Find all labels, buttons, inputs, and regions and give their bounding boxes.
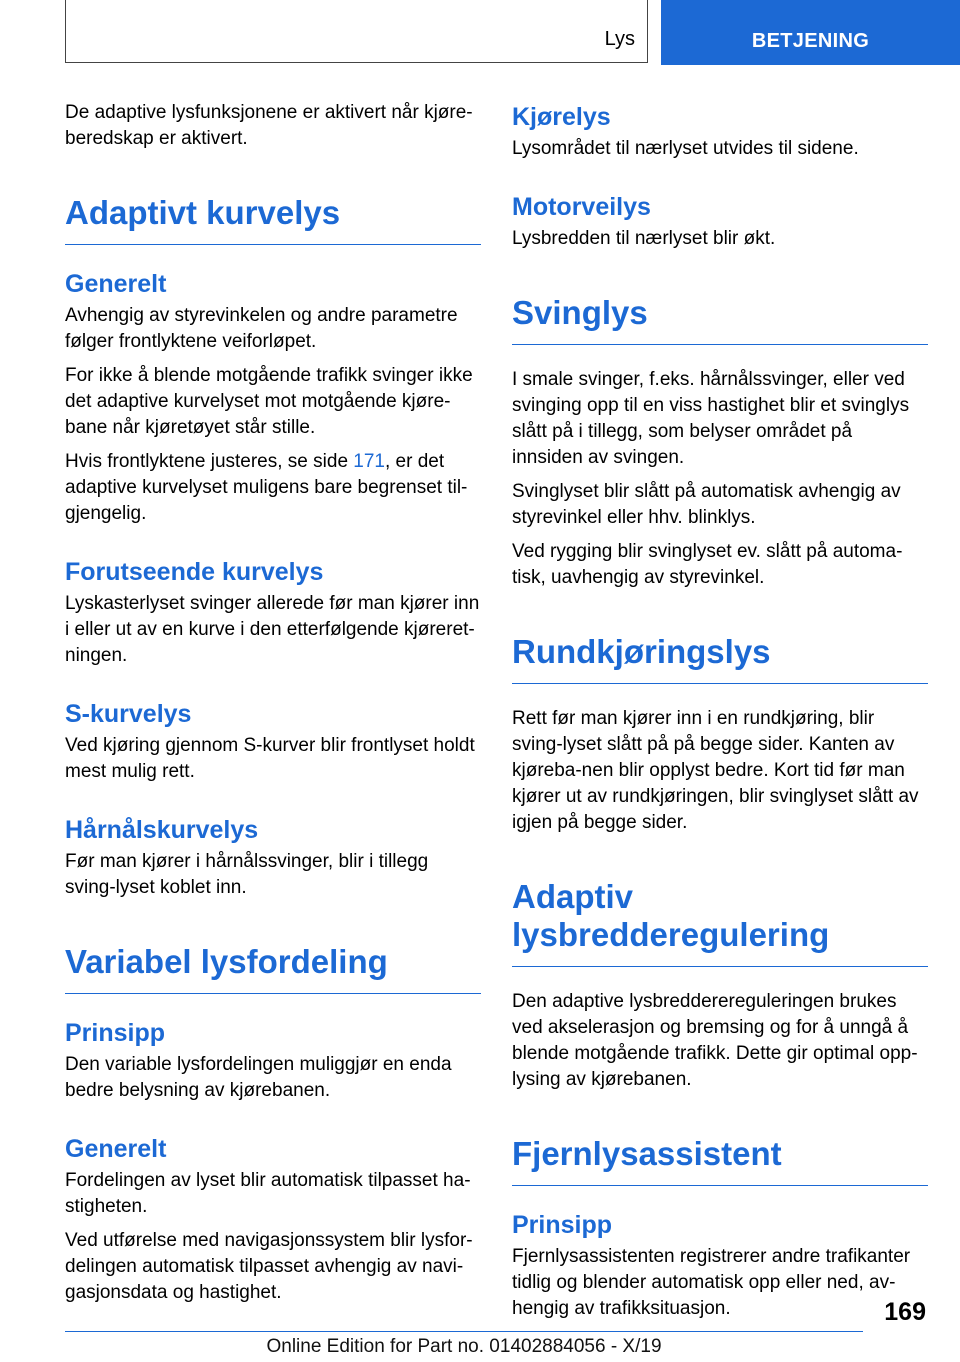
paragraph-generelt-3 bbox=[65, 449, 481, 527]
heading-adaptiv-lysbredderegulering: Adaptiv lysbredderegulering bbox=[512, 878, 928, 967]
paragraph-forutseende: Lyskasterlyset svinger allerede før man kjører inn i eller ut av en kurve i den etterfølgende kjøreret-ningen. bbox=[65, 593, 480, 666]
footer-divider bbox=[65, 1331, 863, 1332]
heading-harnalskurvelys: Hårnålskurvelys bbox=[65, 816, 259, 844]
paragraph-generelt-2-2: Ved utførelse med navigasjonssystem blir lysfor-delingen automatisk tilpasset avhengig av navi-gasjonsdata og hastighet. bbox=[65, 1230, 473, 1303]
paragraph-prinsipp: Den variable lysfordelingen muliggjør en enda bedre belysning av kjørebanen. bbox=[65, 1054, 452, 1101]
paragraph-generelt-1: Avhengig av styrevinkelen og andre parametre følger frontlyktene veiforløpet. bbox=[65, 305, 458, 352]
header-chapter-tab bbox=[661, 0, 960, 65]
heading-adaptivt-kurvelys: Adaptivt kurvelys bbox=[65, 194, 481, 245]
paragraph-svinglys-1: I smale svinger, f.eks. hårnålssvinger, eller ved svinging opp til en viss hastighet blir et svinglys slått på i tillegg, som belyser området på innsiden av svingen. bbox=[512, 369, 910, 468]
paragraph-kjorelys: Lysområdet til nærlyset utvides til sidene. bbox=[512, 138, 859, 159]
heading-motorveilys: Motorveilys bbox=[512, 193, 651, 221]
heading-generelt: Generelt bbox=[65, 270, 167, 298]
paragraph-rundkjoringslys: Rett før man kjører inn i en rundkjøring, blir sving-lyset slått på på begge sider. Kanten av kjøreba-nen blir opplyst bedre. Kort tid før man kjører ut av rundkjøringen, blir svinglyset slått av igjen på begge sider. bbox=[512, 708, 919, 833]
paragraph-svinglys-3: Ved rygging blir svinglyset ev. slått på automa-tisk, uavhengig av styrevinkel. bbox=[512, 541, 903, 588]
heading-generelt-2: Generelt bbox=[65, 1135, 167, 1163]
paragraph-svinglys-2: Svinglyset blir slått på automatisk avhengig av styrevinkel eller hhv. blinklys. bbox=[512, 481, 901, 528]
heading-kjorelys: Kjørelys bbox=[512, 103, 611, 131]
paragraph-lysbredderegulering: Den adaptive lysbredderereguleringen brukes ved akselerasjon og bremsing og for å unngå å blende motgående trafikk. Dette gir optimal opp-lysing av kjørebanen. bbox=[512, 991, 918, 1090]
heading-rundkjoringslys: Rundkjøringslys bbox=[512, 633, 928, 684]
paragraph-generelt-2: For ikke å blende motgående trafikk svinger ikke det adaptive kurvelyset mot motgående kjøre-bane når kjøretøyet står stille. bbox=[65, 365, 473, 438]
header-frame bbox=[65, 0, 648, 63]
paragraph-harnalskurvelys: Før man kjører i hårnålssvinger, blir i tillegg sving-lyset koblet inn. bbox=[65, 851, 429, 898]
paragraph-generelt-3-text: Hvis frontlyktene justeres, se side bbox=[65, 451, 354, 472]
heading-variabel-lysfordeling: Variabel lysfordeling bbox=[65, 943, 481, 994]
heading-svinglys: Svinglys bbox=[512, 294, 928, 345]
paragraph-s-kurvelys: Ved kjøring gjennom S-kurver blir frontlyset holdt mest mulig rett. bbox=[65, 735, 475, 782]
heading-prinsipp-fjernlys: Prinsipp bbox=[512, 1211, 613, 1239]
left-column bbox=[65, 100, 481, 1314]
footer-edition: Online Edition for Part no. 01402884056 - X/19 bbox=[266, 1336, 662, 1357]
header-section-title: Lys bbox=[604, 28, 635, 50]
heading-prinsipp: Prinsipp bbox=[65, 1019, 166, 1047]
page-number: 169 bbox=[884, 1298, 926, 1326]
page-reference-link[interactable]: 171 bbox=[353, 451, 385, 472]
paragraph-fjernlysassistent: Fjernlysassistenten registrerer andre trafikanter tidlig og blender automatisk opp eller ned, av-hengig av trafikksituasjon. bbox=[512, 1246, 911, 1319]
paragraph-generelt-2-1: Fordelingen av lyset blir automatisk tilpasset ha-stigheten. bbox=[65, 1170, 471, 1217]
right-column bbox=[512, 100, 928, 1330]
header-chapter-label: BETJENING bbox=[751, 30, 870, 52]
heading-fjernlysassistent: Fjernlysassistent bbox=[512, 1135, 928, 1186]
heading-forutseende-kurvelys: Forutseende kurvelys bbox=[65, 558, 324, 586]
heading-s-kurvelys: S-kurvelys bbox=[65, 700, 192, 728]
paragraph-generelt-3-text-end: , er det adaptive kurvelyset muligens bare begrenset til-gjengelig. bbox=[65, 451, 468, 524]
paragraph-motorveilys: Lysbredden til nærlyset blir økt. bbox=[512, 228, 776, 249]
intro-paragraph: De adaptive lysfunksjonene er aktivert når kjøre-beredskap er aktivert. bbox=[65, 102, 473, 149]
